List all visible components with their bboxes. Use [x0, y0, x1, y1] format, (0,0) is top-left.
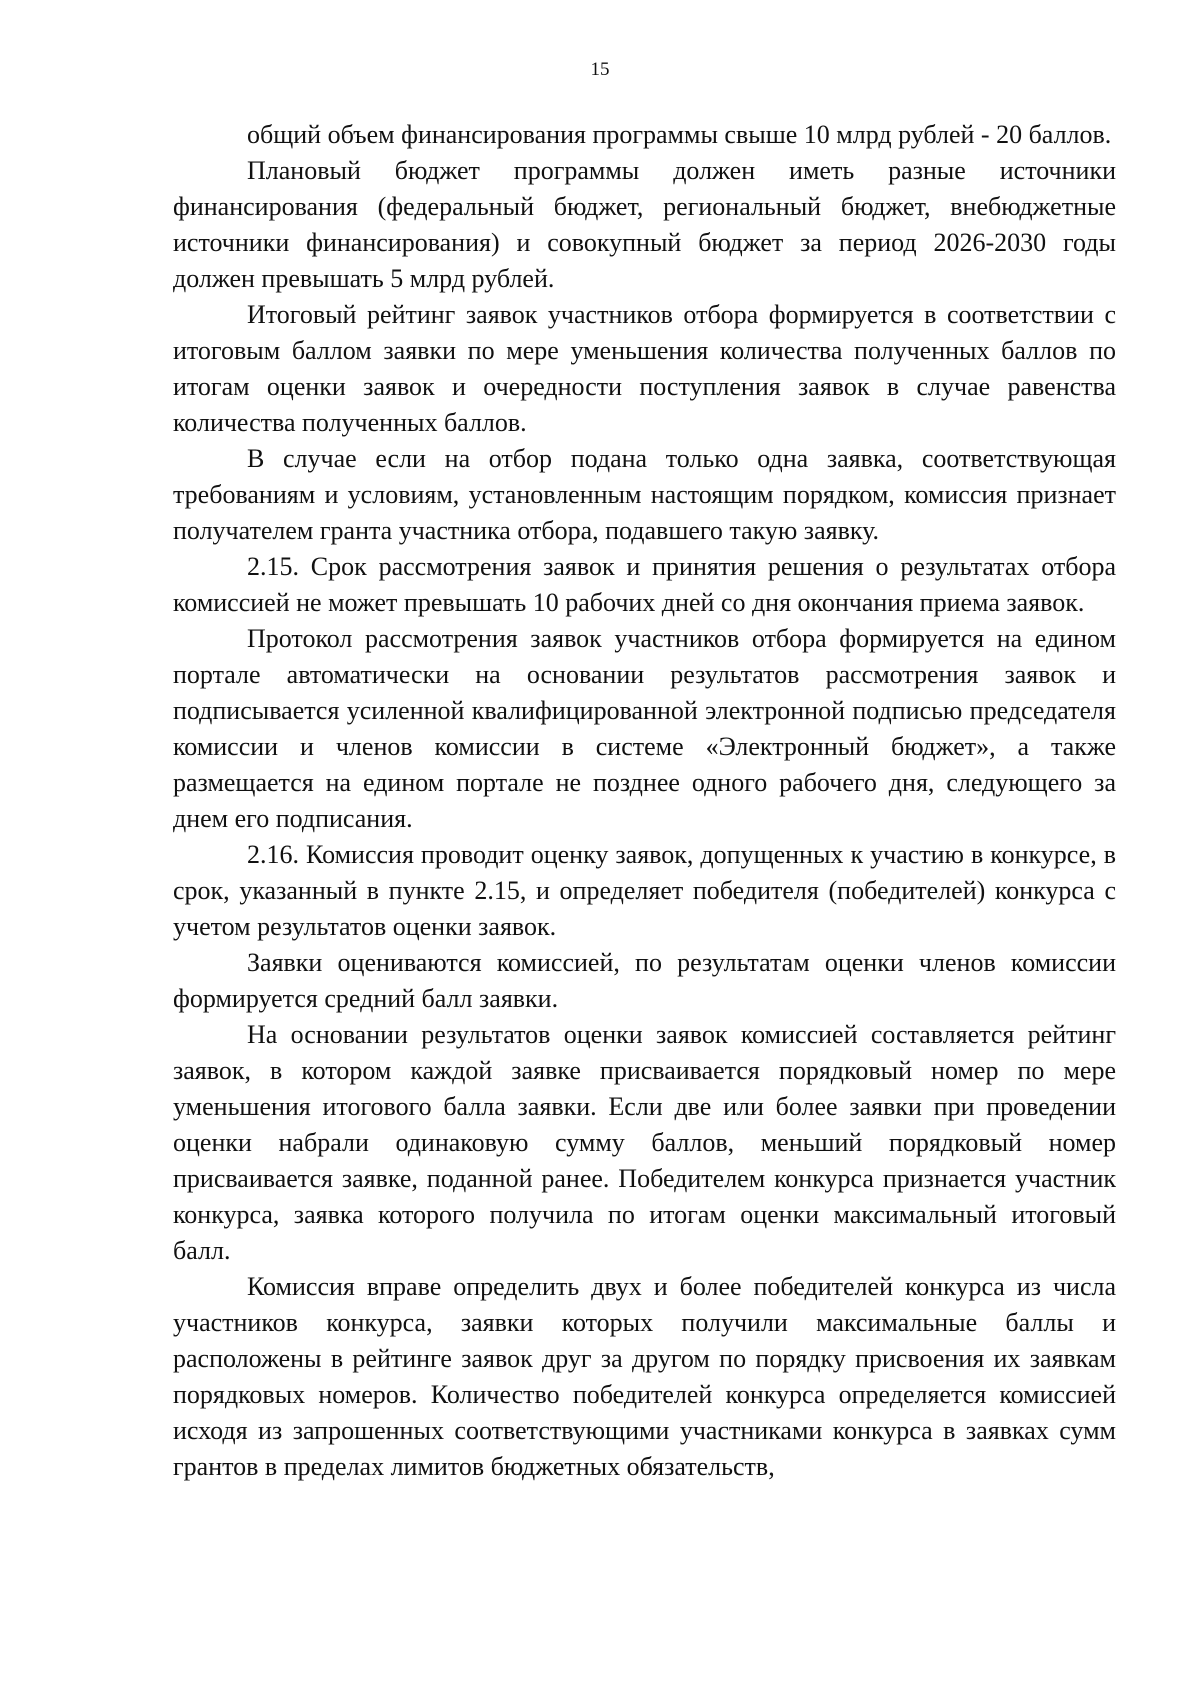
paragraph-average-score: Заявки оцениваются комиссией, по результатам оценки членов комиссии формируется средний балл заявки. — [173, 948, 1116, 1013]
paragraph-funding-volume: общий объем финансирования программы свыше 10 млрд рублей - 20 баллов. — [247, 120, 1112, 149]
paragraph-review-protocol: Протокол рассмотрения заявок участников отбора формируется на едином портале автоматически на основании результатов рассмотрения заявок и подписывается усиленной квалифицированной электронной подписью председателя комиссии и членов комиссии в системе «Электронный бюджет», а также размещается на едином портале не позднее одного рабочего дня, следующего за днем его подписания. — [173, 624, 1116, 833]
paragraph-2-15-review-period: 2.15. Срок рассмотрения заявок и принятия решения о результатах отбора комиссией не может превышать 10 рабочих дней со дня окончания приема заявок. — [173, 552, 1116, 617]
page-number: 15 — [590, 59, 610, 80]
paragraph-single-application: В случае если на отбор подана только одна заявка, соответствующая требованиям и условиям, установленным настоящим порядком, комиссия признает получателем гранта участника отбора, подавшего такую заявку. — [173, 444, 1116, 545]
paragraph-2-16-evaluation: 2.16. Комиссия проводит оценку заявок, допущенных к участию в конкурсе, в срок, указанный в пункте 2.15, и определяет победителя (победителей) конкурса с учетом результатов оценки заявок. — [173, 840, 1116, 941]
paragraph-final-rating: Итоговый рейтинг заявок участников отбора формируется в соответствии с итоговым баллом заявки по мере уменьшения количества полученных баллов по итогам оценки заявок и очередности поступления заявок в случае равенства количества полученных баллов. — [173, 300, 1116, 437]
paragraph-planned-budget: Плановый бюджет программы должен иметь разные источники финансирования (федеральный бюджет, региональный бюджет, внебюджетные источники финансирования) и совокупный бюджет за период 2026-2030 годы должен превышать 5 млрд рублей. — [173, 156, 1116, 293]
paragraph-multiple-winners: Комиссия вправе определить двух и более победителей конкурса из числа участников конкурса, заявки которых получили максимальные баллы и расположены в рейтинге заявок друг за другом по порядку присвоения их заявкам порядковых номеров. Количество победителей конкурса определяется комиссией исходя из запрошенных соответствующими участниками конкурса в заявках сумм грантов в пределах лимитов бюджетных обязательств, — [173, 1272, 1116, 1481]
document-body — [173, 117, 1116, 1485]
paragraph-rating-order: На основании результатов оценки заявок комиссией составляется рейтинг заявок, в котором каждой заявке присваивается порядковый номер по мере уменьшения итогового балла заявки. Если две или более заявки при проведении оценки набрали одинаковую сумму баллов, меньший порядковый номер присваивается заявке, поданной ранее. Победителем конкурса признается участник конкурса, заявка которого получила по итогам оценки максимальный итоговый балл. — [173, 1020, 1116, 1265]
